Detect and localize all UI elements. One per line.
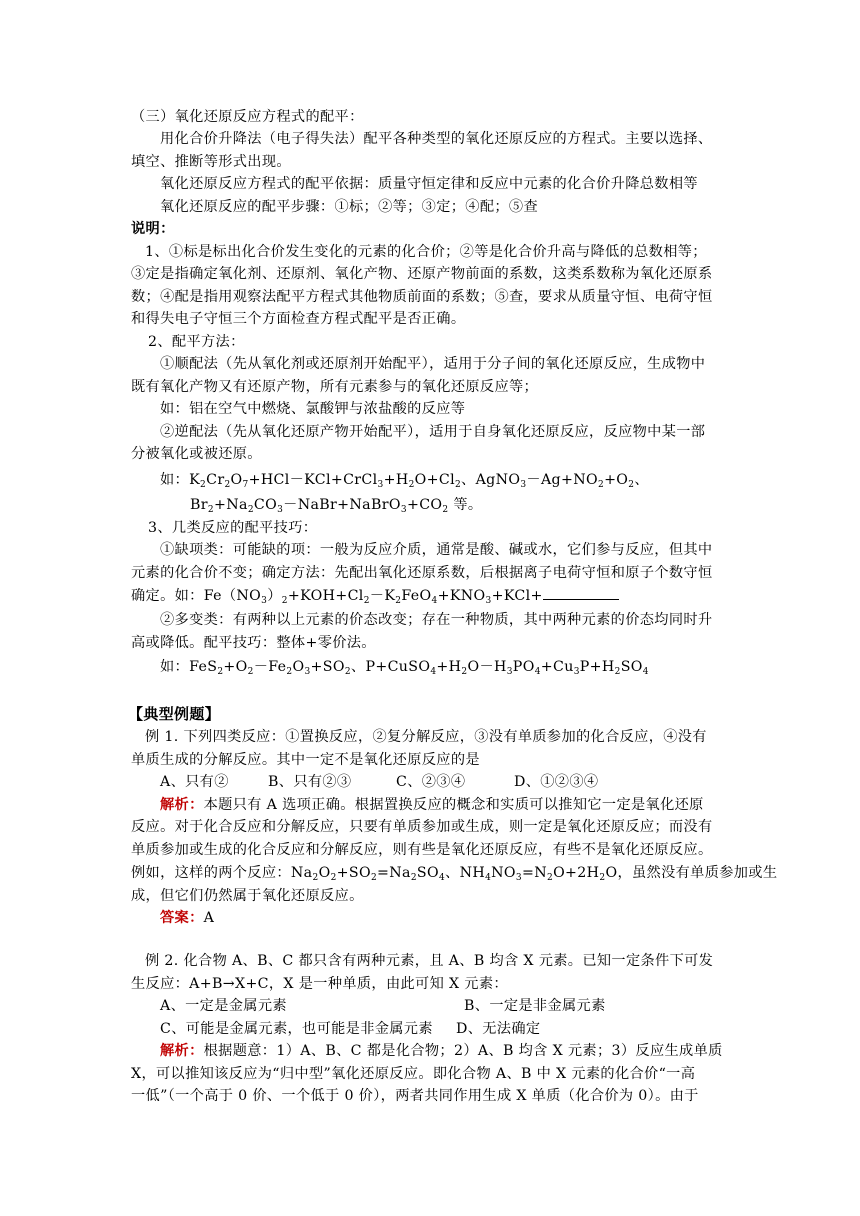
answer-label: 答案：	[160, 910, 204, 926]
paragraph-line: 如：铝在空气中燃烧、氯酸钾与浓盐酸的反应等	[160, 401, 466, 417]
analysis-label: 解析：	[160, 797, 204, 813]
answer-line	[160, 907, 760, 929]
option-b[interactable]: B、一定是非金属元素	[464, 998, 606, 1014]
analysis-line: 反应。对于化合反应和分解反应，只要有单质参加或生成，则一定是氧化还原反应；而没有	[131, 819, 713, 835]
answer-blank[interactable]	[543, 585, 619, 600]
paragraph-line: 分被氧化或被还原。	[131, 446, 262, 462]
notes-label: 说明：	[131, 221, 175, 237]
analysis-line: 单质参加或生成的化合反应和分解反应，则有些是氧化还原反应，有些不是氧化还原反应。	[131, 842, 713, 858]
paragraph-line: ②逆配法（先从氧化还原产物开始配平），适用于自身氧化还原反应，反应物中某一部	[160, 424, 706, 440]
analysis-line: 成，但它们仍然属于氧化还原反应。	[131, 888, 364, 904]
analysis-line: 解析：本题只有 A 选项正确。根据置换反应的概念和实质可以推知它一定是氧化还原	[160, 797, 704, 813]
analysis-label: 解析：	[160, 1043, 204, 1059]
subsection-title: 3、几类反应的配平技巧：	[148, 520, 318, 536]
paragraph-line: ②多变类：有两种以上元素的价态改变；存在一种物质，其中两种元素的价态均同时升	[160, 612, 713, 628]
paragraph-line: 数；④配是指用观察法配平方程式其他物质前面的系数；⑤查，要求从质量守恒、电荷守恒	[131, 289, 713, 305]
option-d[interactable]: D、无法确定	[456, 1021, 541, 1037]
equation-line: 确定。如：$Fe(NO_3)_2+KOH+Cl_2-K_2FeO_4+KNO_3+KCl+$	[131, 585, 731, 607]
analysis-line: 一低”（一个高于 0 价、一个低于 0 价），两者共同作用生成 X 单质（化合价为 0）。由于	[131, 1088, 699, 1104]
paragraph-line: 高或降低。配平技巧：整体+零价法。	[131, 635, 376, 651]
analysis-line: 例如，这样的两个反应：$Na_2O_2+SO_2=Na_2SO_4$、$NH_4NO_3=N_2O+2H_2O$，虽然没有单质参加或生	[131, 865, 778, 883]
paragraph-line: ①缺项类：可能缺的项：一般为反应介质，通常是酸、碱或水，它们参与反应，但其中	[160, 542, 713, 558]
question-line: 例 1. 下列四类反应：①置换反应，②复分解反应，③没有单质参加的化合反应，④没有	[145, 729, 707, 745]
option-c[interactable]: C、可能是金属元素，也可能是非金属元素	[160, 1021, 433, 1037]
section-title: （三）氧化还原反应方程式的配平：	[131, 109, 364, 125]
question-line: 单质生成的分解反应。其中一定不是氧化还原反应的是	[131, 752, 480, 768]
analysis-line: X，可以推知该反应为“归中型”氧化还原反应。即化合物 A、B 中 X 元素的化合价“一高	[131, 1066, 696, 1082]
paragraph-line: 氧化还原反应方程式的配平依据：质量守恒定律和反应中元素的化合价升降总数相等	[160, 176, 698, 192]
option-c[interactable]: C、②③④	[396, 774, 466, 790]
option-d[interactable]: D、①②③④	[514, 774, 599, 790]
examples-heading: 【典型例题】	[128, 705, 221, 723]
option-b[interactable]: B、只有②③	[268, 774, 352, 790]
paragraph-line: 和得失电子守恒三个方面检查方程式配平是否正确。	[131, 311, 466, 327]
question-line: 生反应：A+B→X+C，X 是一种单质，由此可知 X 元素：	[131, 976, 508, 992]
paragraph-line: 既有氧化产物又有还原产物，所有元素参与的氧化还原反应等；	[131, 379, 539, 395]
question-line: 例 2. 化合物 A、B、C 都只含有两种元素，且 A、B 均含 X 元素。已知一定条件下可发	[145, 953, 714, 969]
option-a[interactable]: A、只有②	[160, 774, 229, 790]
paragraph-line: 氧化还原反应的配平步骤：①标；②等；③定；④配；⑤查	[160, 199, 538, 215]
options-row	[160, 771, 760, 793]
paragraph-line: 1、①标是标出化合价发生变化的元素的化合价；②等是化合价升高与降低的总数相等；	[145, 244, 707, 260]
equation-line: 如：$FeS_2+O_2-Fe_2O_3+SO_2$、$P+CuSO_4+H_2O-H_3PO_4+Cu_3P+H_2SO_4$	[160, 659, 649, 677]
paragraph-line: 元素的化合价不变；确定方法：先配出氧化还原系数，后根据离子电荷守恒和原子个数守恒	[131, 565, 713, 581]
option-a[interactable]: A、一定是金属元素	[160, 998, 287, 1014]
paragraph-line: ③定是指确定氧化剂、还原剂、氧化产物、还原产物前面的系数，这类系数称为氧化还原系	[131, 266, 713, 282]
answer-value: A	[203, 910, 215, 926]
options-row	[160, 995, 760, 1017]
paragraph-line: ①顺配法（先从氧化剂或还原剂开始配平），适用于分子间的氧化还原反应，生成物中	[160, 356, 706, 372]
subsection-title: 2、配平方法：	[148, 334, 245, 350]
paragraph-line: 用化合价升降法（电子得失法）配平各种类型的氧化还原反应的方程式。主要以选择、	[160, 131, 713, 147]
paragraph-line: 填空、推断等形式出现。	[131, 154, 291, 170]
analysis-line: 解析：根据题意：1）A、B、C 都是化合物；2）A、B 均含 X 元素；3）反应生成单质	[160, 1043, 723, 1059]
options-row	[160, 1018, 760, 1040]
equation-line: $Br_2+Na_2CO_3-NaBr+NaBrO_3+CO_2$ 等。	[190, 497, 483, 515]
equation-line: 如：$K_2Cr_2O_7+HCl-KCl+CrCl_3+H_2O+Cl_2$、$AgNO_3-Ag+NO_2+O_2$、	[160, 472, 649, 490]
